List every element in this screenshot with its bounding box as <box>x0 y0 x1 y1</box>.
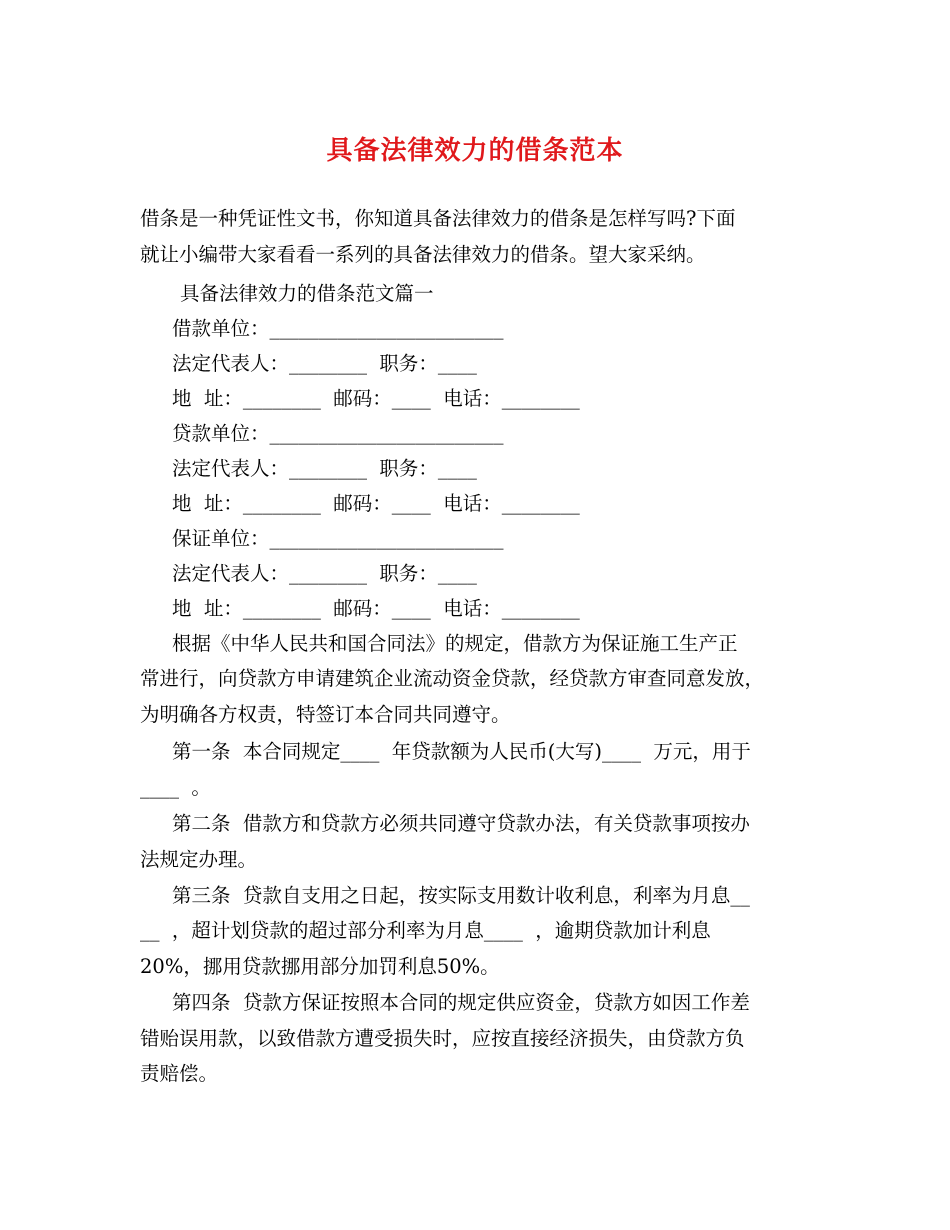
article-1-line: 第一条 本合同规定____ 年贷款额为人民币(大写)____ 万元，用于 <box>172 740 751 763</box>
form-line-guarantor-rep: 法定代表人：________ 职务：____ <box>172 562 477 585</box>
form-line-loan-address: 地 址：________ 邮码：____ 电话：________ <box>172 492 580 515</box>
article-3-line: 第三条 贷款自支用之日起，按实际支用数计收利息，利率为月息__ <box>172 884 750 907</box>
article-2-line: 第二条 借款方和贷款方必须共同遵守贷款办法，有关贷款事项按办 <box>172 812 750 835</box>
form-line-loan-rep: 法定代表人：________ 职务：____ <box>172 457 477 480</box>
form-line-lender-address: 地 址：________ 邮码：____ 电话：________ <box>172 387 580 410</box>
form-line-loan-unit: 贷款单位：________________________ <box>172 422 504 445</box>
article-4-line: 第四条 贷款方保证按照本合同的规定供应资金，贷款方如因工作差 <box>172 991 750 1014</box>
article-3-line: __ ，超计划贷款的超过部分利率为月息____ ，逾期贷款加计利息 <box>140 919 711 942</box>
body-line: 常进行，向贷款方申请建筑企业流动资金贷款，经贷款方审查同意发放， <box>140 667 765 690</box>
article-1-line: ____ 。 <box>140 776 211 799</box>
article-3-line: 20%，挪用贷款挪用部分加罚利息50%。 <box>140 955 500 978</box>
form-line-lender-rep: 法定代表人：________ 职务：____ <box>172 352 477 375</box>
body-line: 为明确各方权责，特签订本合同共同遵守。 <box>140 703 511 726</box>
intro-line-1: 借条是一种凭证性文书，你知道具备法律效力的借条是怎样写吗?下面 <box>140 207 736 230</box>
form-line-lender-unit: 借款单位：________________________ <box>172 317 504 340</box>
body-line: 根据《中华人民共和国合同法》的规定，借款方为保证施工生产正 <box>172 632 738 655</box>
article-4-line: 错贻误用款，以致借款方遭受损失时，应按直接经济损失，由贷款方负 <box>140 1027 745 1050</box>
intro-line-2: 就让小编带大家看看一系列的具备法律效力的借条。望大家采纳。 <box>140 243 706 266</box>
form-line-guarantor-unit: 保证单位：________________________ <box>172 527 504 550</box>
form-line-guarantor-address: 地 址：________ 邮码：____ 电话：________ <box>172 597 580 620</box>
article-2-line: 法规定办理。 <box>140 848 258 871</box>
section-heading: 具备法律效力的借条范文篇一 <box>180 282 434 305</box>
document-title: 具备法律效力的借条范本 <box>326 136 624 166</box>
article-4-line: 责赔偿。 <box>140 1062 219 1085</box>
